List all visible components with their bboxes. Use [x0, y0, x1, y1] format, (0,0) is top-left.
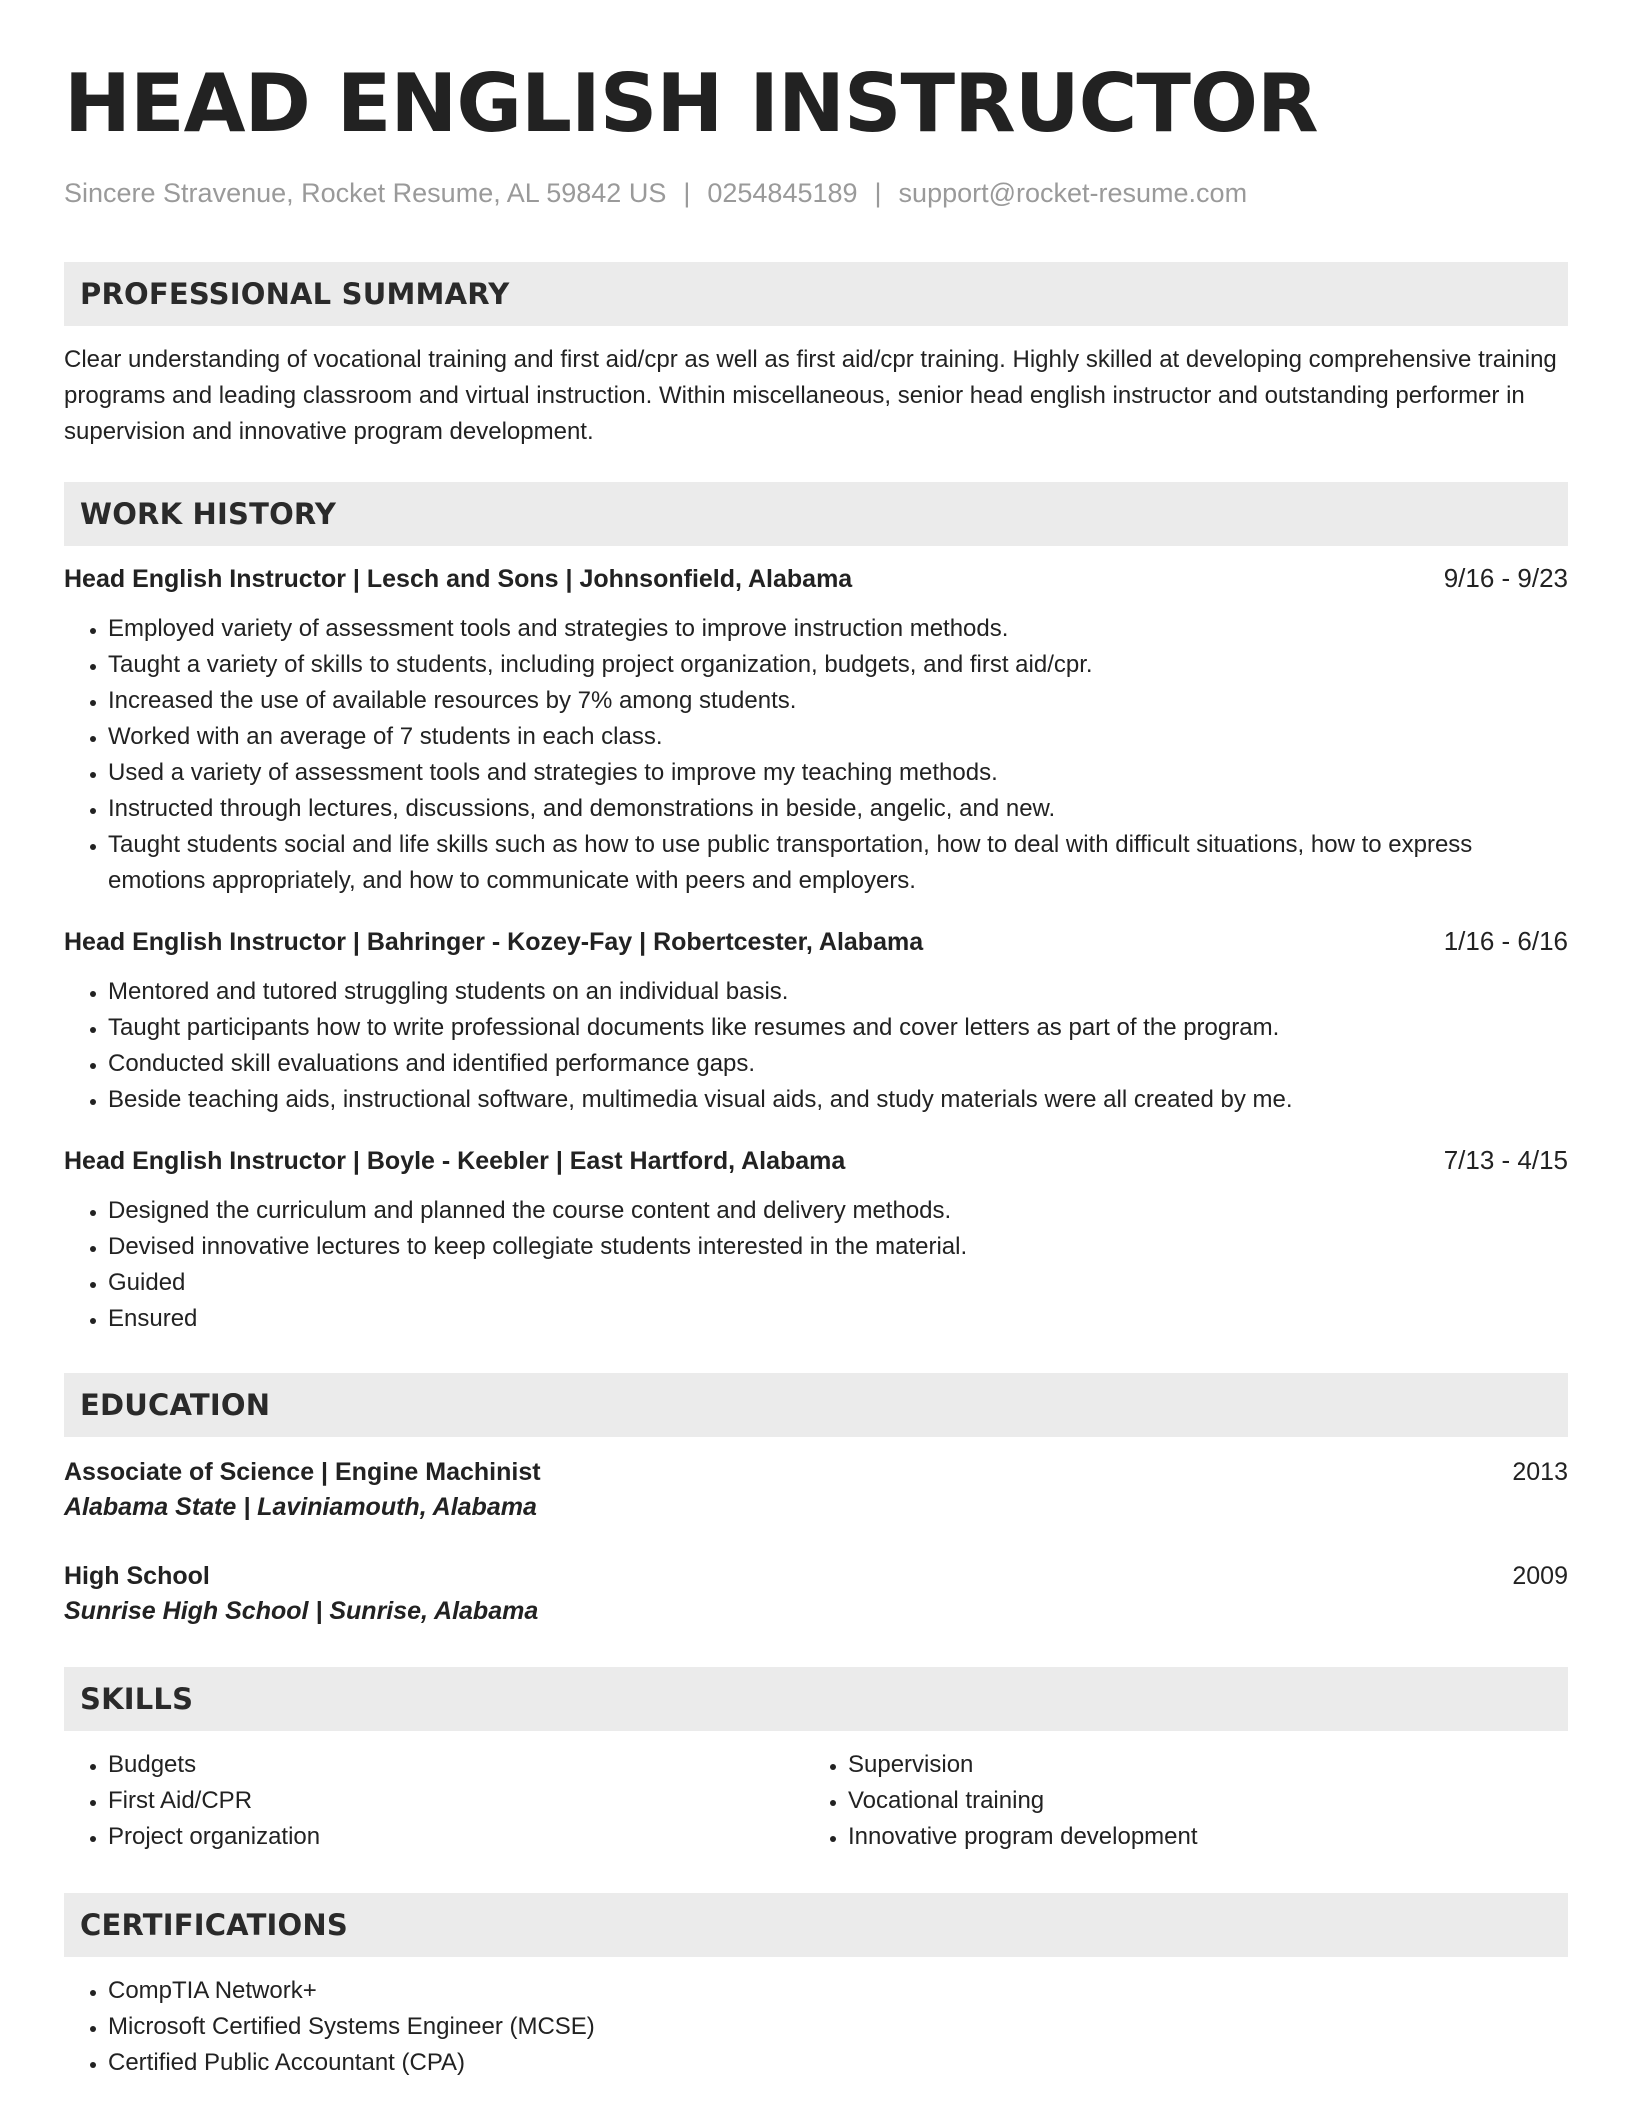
skills-grid — [64, 1747, 1568, 1855]
skill-item: • Vocational training — [848, 1783, 1544, 1819]
job-bullets — [64, 1193, 1568, 1337]
skill-item: • Project organization — [108, 1819, 804, 1855]
job-bullet: • Beside teaching aids, instructional software, multimedia visual aids, and study materials were all created by me. — [108, 1082, 1568, 1118]
job-header — [64, 1144, 1568, 1177]
education-header — [64, 1455, 1568, 1489]
job-title: Head English Instructor | Bahringer - Kozey-Fay | Robertcester, Alabama — [64, 928, 924, 956]
job-bullet: • Designed the curriculum and planned the course content and delivery methods. — [108, 1193, 1568, 1229]
job-entry — [64, 925, 1568, 1118]
certification-item: • Microsoft Certified Systems Engineer (MCSE) — [108, 2009, 1568, 2045]
job-bullet: • Devised innovative lectures to keep collegiate students interested in the material. — [108, 1229, 1568, 1265]
job-bullets — [64, 974, 1568, 1118]
contact-email: support@rocket-resume.com — [898, 178, 1248, 208]
education-school: Sunrise High School | Sunrise, Alabama — [64, 1597, 539, 1625]
contact-separator: | — [874, 178, 882, 208]
job-bullet: • Taught students social and life skills such as how to use public transportation, how to deal with difficult situations, how to express emotions appropriately, and how to communicate with peers and employers. — [108, 827, 1568, 899]
education-degree: High School — [64, 1562, 210, 1590]
section-header-work-history: WORK HISTORY — [64, 482, 1568, 546]
job-bullet: • Taught participants how to write professional documents like resumes and cover letters as part of the program. — [108, 1010, 1568, 1046]
job-header — [64, 925, 1568, 958]
summary-text: Clear understanding of vocational training and first aid/cpr as well as first aid/cpr training. Highly skilled at developing comprehensive training programs and leading classroom and virtual instruction. Within miscellaneous, senior head english instructor and outstanding performer in supervision and innovative program development. — [64, 346, 1557, 445]
skills-list — [64, 1747, 804, 1855]
education-degree: Associate of Science | Engine Machinist — [64, 1458, 541, 1486]
job-bullet: • Employed variety of assessment tools and strategies to improve instruction methods. — [108, 611, 1568, 647]
certification-item: • CompTIA Network+ — [108, 1973, 1568, 2009]
job-dates: 1/16 - 6/16 — [1443, 926, 1568, 956]
job-title: Head English Instructor | Lesch and Sons | Johnsonfield, Alabama — [64, 565, 853, 593]
education-year: 2013 — [1512, 1458, 1568, 1486]
job-entry — [64, 1144, 1568, 1337]
education-header — [64, 1559, 1568, 1593]
job-dates: 7/13 - 4/15 — [1443, 1145, 1568, 1175]
job-entry — [64, 562, 1568, 899]
job-dates: 9/16 - 9/23 — [1443, 563, 1568, 593]
job-bullet: • Instructed through lectures, discussions, and demonstrations in beside, angelic, and new. — [108, 791, 1568, 827]
job-bullet: • Used a variety of assessment tools and strategies to improve my teaching methods. — [108, 755, 1568, 791]
resume-name: HEAD ENGLISH INSTRUCTOR — [64, 57, 1318, 150]
job-bullet: • Ensured — [108, 1301, 1568, 1337]
job-bullet: • Worked with an average of 7 students in each class. — [108, 719, 1568, 755]
skill-item: • Supervision — [848, 1747, 1544, 1783]
section-header-certifications: CERTIFICATIONS — [64, 1893, 1568, 1957]
contact-address: Sincere Stravenue, Rocket Resume, AL 59842 US — [64, 178, 667, 208]
job-bullet: • Conducted skill evaluations and identified performance gaps. — [108, 1046, 1568, 1082]
contact-separator: | — [683, 178, 691, 208]
job-bullet: • Guided — [108, 1265, 1568, 1301]
job-title: Head English Instructor | Boyle - Keebler | East Hartford, Alabama — [64, 1147, 846, 1175]
skill-item: • Budgets — [108, 1747, 804, 1783]
certifications-list — [64, 1973, 1568, 2081]
contact-line — [64, 176, 1568, 210]
education-year: 2009 — [1512, 1562, 1568, 1590]
section-header-education: EDUCATION — [64, 1373, 1568, 1437]
skill-item: • Innovative program development — [848, 1819, 1544, 1855]
education-school: Alabama State | Laviniamouth, Alabama — [64, 1493, 537, 1521]
section-header-skills: SKILLS — [64, 1667, 1568, 1731]
contact-phone: 0254845189 — [707, 178, 858, 208]
certification-item: • Certified Public Accountant (CPA) — [108, 2045, 1568, 2081]
education-entry — [64, 1559, 1568, 1629]
job-bullet: • Mentored and tutored struggling students on an individual basis. — [108, 974, 1568, 1010]
section-header-summary: PROFESSIONAL SUMMARY — [64, 262, 1568, 326]
skills-list — [804, 1747, 1544, 1855]
job-bullets — [64, 611, 1568, 899]
skill-item: • First Aid/CPR — [108, 1783, 804, 1819]
skills-column-left — [64, 1747, 804, 1855]
education-entry — [64, 1455, 1568, 1525]
skills-column-right — [804, 1747, 1544, 1855]
job-header — [64, 562, 1568, 595]
job-bullet: • Taught a variety of skills to students, including project organization, budgets, and first aid/cpr. — [108, 647, 1568, 683]
job-bullet: • Increased the use of available resources by 7% among students. — [108, 683, 1568, 719]
